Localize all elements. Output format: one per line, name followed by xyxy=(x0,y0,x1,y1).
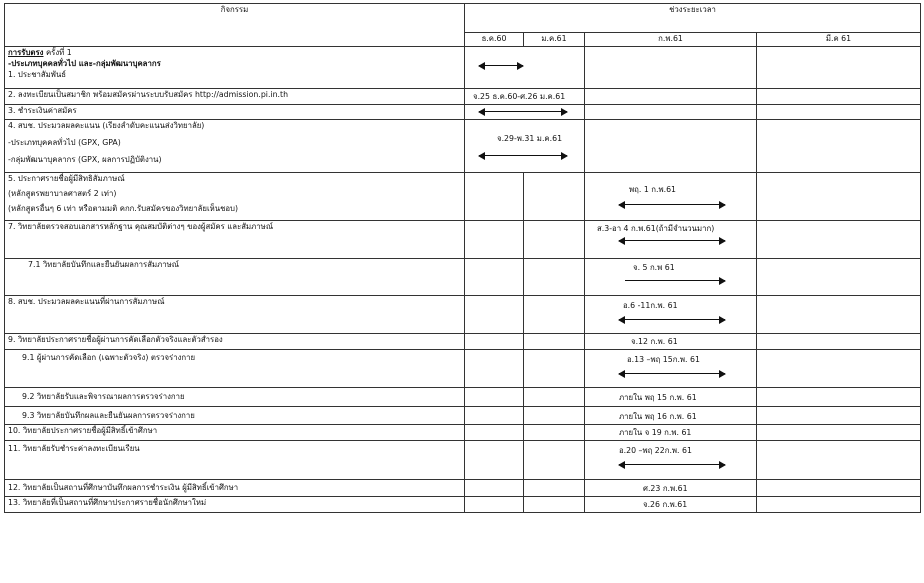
date-label: อ.6 -11ก.พ. 61 xyxy=(623,301,678,310)
timeline-arrow xyxy=(619,201,725,209)
month-header-jan61: ม.ค.61 xyxy=(524,33,585,47)
activity-line: -ประเภทบุคคลทั่วไป (GPX, GPA) xyxy=(8,138,121,147)
activity-cell: 8. สบช. ประมวลผลคะแนนที่ผ่านการสัมภาษณ์ xyxy=(5,296,465,334)
schedule-table xyxy=(4,3,921,513)
timeline-cell xyxy=(585,441,757,480)
activity-line: 1. ประชาสัมพันธ์ xyxy=(8,70,67,79)
table-row xyxy=(5,388,921,407)
timeline-arrow xyxy=(625,277,725,285)
activity-cell xyxy=(5,441,465,480)
activity-cell xyxy=(5,407,465,425)
timeline-cell xyxy=(465,120,585,173)
date-label: จ.26 ก.พ.61 xyxy=(643,500,688,509)
activity-cell xyxy=(5,47,465,89)
timeline-cell xyxy=(585,388,757,407)
timeline-cell xyxy=(465,47,585,89)
timeline-cell xyxy=(585,334,757,350)
period-header: ช่วงระยะเวลา xyxy=(465,4,921,33)
date-label: ภายใน พฤ 15 ก.พ. 61 xyxy=(619,393,697,402)
table-row xyxy=(5,89,921,105)
timeline-cell xyxy=(465,105,585,120)
activity-cell xyxy=(5,480,465,497)
timeline-cell xyxy=(585,425,757,441)
activity-cell xyxy=(5,350,465,388)
timeline-cell xyxy=(585,173,757,221)
section-round: ครั้งที่ 1 xyxy=(43,48,72,57)
activity-cell: 10. วิทยาลัยประกาศรายชื่อผู้มีสิทธิ์เข้าศึกษา xyxy=(5,425,465,441)
timeline-arrow xyxy=(479,108,567,116)
table-row xyxy=(5,350,921,388)
date-label: อ.20 –พฤ 22ก.พ. 61 xyxy=(619,446,692,455)
table-row xyxy=(5,407,921,425)
timeline-arrow xyxy=(479,152,567,160)
timeline-arrow xyxy=(619,237,725,245)
activity-line: 9.2 วิทยาลัยรับและพิจารณาผลการตรวจร่างกาย xyxy=(22,392,185,401)
date-label: ศ.23 ก.พ.61 xyxy=(643,484,688,493)
table-row xyxy=(5,47,921,89)
table-row xyxy=(5,441,921,480)
timeline-cell xyxy=(465,89,585,105)
date-label: ภายใน จ 19 ก.พ. 61 xyxy=(619,428,692,437)
timeline-arrow xyxy=(619,316,725,324)
activity-line: 5. ประกาศรายชื่อผู้มีสิทธิสัมภาษณ์ xyxy=(8,174,125,183)
timeline-cell xyxy=(585,497,757,513)
activity-cell: 13. วิทยาลัยที่เป็นสถานที่ศึกษาประกาศรายชื่อนักศึกษาใหม่ xyxy=(5,497,465,513)
timeline-cell xyxy=(585,221,757,259)
activity-line: (หลักสูตรพยาบาลศาสตร์ 2 เท่า) xyxy=(8,189,117,198)
activity-cell xyxy=(5,388,465,407)
activity-line: -กลุ่มพัฒนาบุคลากร (GPX, ผลการปฏิบัติงาน) xyxy=(8,155,162,164)
date-label: จ.29-พ.31 ม.ค.61 xyxy=(497,134,563,143)
table-row xyxy=(5,120,921,173)
activity-line: 9.1 ผู้ผ่านการคัดเลือก (เฉพาะตัวจริง) ตรวจร่างกาย xyxy=(22,353,196,362)
month-header-dec60: ธ.ค.60 xyxy=(465,33,524,47)
timeline-cell xyxy=(585,259,757,296)
activity-cell: 9. วิทยาลัยประกาศรายชื่อผู้ผ่านการคัดเลือกตัวจริงและตัวสำรอง xyxy=(5,334,465,350)
date-label: จ.12 ก.พ. 61 xyxy=(631,337,678,346)
activity-line: (หลักสูตรอื่นๆ 6 เท่า หรือตามมติ คกก.รับสมัครของวิทยาลัยเห็นชอบ) xyxy=(8,204,239,213)
date-label: จ.25 ธ.ค.60-ศ.26 ม.ค.61 xyxy=(473,92,566,101)
activity-line: 9.3 วิทยาลัยบันทึกผลและยืนยันผลการตรวจร่างกาย xyxy=(22,411,195,420)
activity-header: กิจกรรม xyxy=(5,4,465,47)
table-row xyxy=(5,480,921,497)
activity-line: 4. สบช. ประมวลผลคะแนน (เรียงลำดับคะแนนส่งวิทยาลัย) xyxy=(8,121,205,130)
activity-cell xyxy=(5,173,465,221)
activity-cell: 7. วิทยาลัยตรวจสอบเอกสารหลักฐาน คุณสมบัติต่างๆ ของผู้สมัคร และสัมภาษณ์ xyxy=(5,221,465,259)
table-row xyxy=(5,296,921,334)
timeline-cell xyxy=(585,480,757,497)
activity-line: 12. วิทยาลัยเป็นสถานที่ศึกษาบันทึกผลการชำระเงิน ผู้มีสิทธิ์เข้าศึกษา xyxy=(8,483,239,492)
timeline-cell xyxy=(585,407,757,425)
activity-cell xyxy=(5,120,465,173)
activity-line: -ประเภทบุคคลทั่วไป และ-กลุ่มพัฒนาบุคลากร xyxy=(8,59,161,68)
table-row xyxy=(5,221,921,259)
date-label: ภายใน พฤ 16 ก.พ. 61 xyxy=(619,412,697,421)
timeline-cell xyxy=(585,296,757,334)
timeline-cell xyxy=(585,350,757,388)
timeline-arrow xyxy=(479,62,523,70)
table-row xyxy=(5,173,921,221)
section-title: การรับตรง xyxy=(8,48,44,57)
activity-cell xyxy=(5,259,465,296)
table-row xyxy=(5,334,921,350)
timeline-arrow xyxy=(619,461,725,469)
table-row xyxy=(5,497,921,513)
table-row xyxy=(5,259,921,296)
date-label: ส.3-อา 4 ก.พ.61(ถ้ามีจำนวนมาก) xyxy=(597,224,715,233)
table-row xyxy=(5,105,921,120)
date-label: จ. 5 ก.พ 61 xyxy=(633,263,675,272)
activity-cell: 3. ชำระเงินค่าสมัคร xyxy=(5,105,465,120)
activity-cell: 2. ลงทะเบียนเป็นสมาชิก พร้อมสมัครผ่านระบบรับสมัคร http://admission.pi.in.th xyxy=(5,89,465,105)
activity-line: 7.1 วิทยาลัยบันทึกและยืนยันผลการสัมภาษณ์ xyxy=(28,260,180,269)
month-header-mar61: มี.ค 61 xyxy=(757,33,921,47)
date-label: อ.13 –พฤ 15ก.พ. 61 xyxy=(627,355,700,364)
timeline-arrow xyxy=(619,370,725,378)
month-header-feb61: ก.พ.61 xyxy=(585,33,757,47)
table-row xyxy=(5,425,921,441)
date-label: พฤ. 1 ก.พ.61 xyxy=(629,185,676,194)
activity-line: 11. วิทยาลัยรับชำระค่าลงทะเบียนเรียน xyxy=(8,444,140,453)
